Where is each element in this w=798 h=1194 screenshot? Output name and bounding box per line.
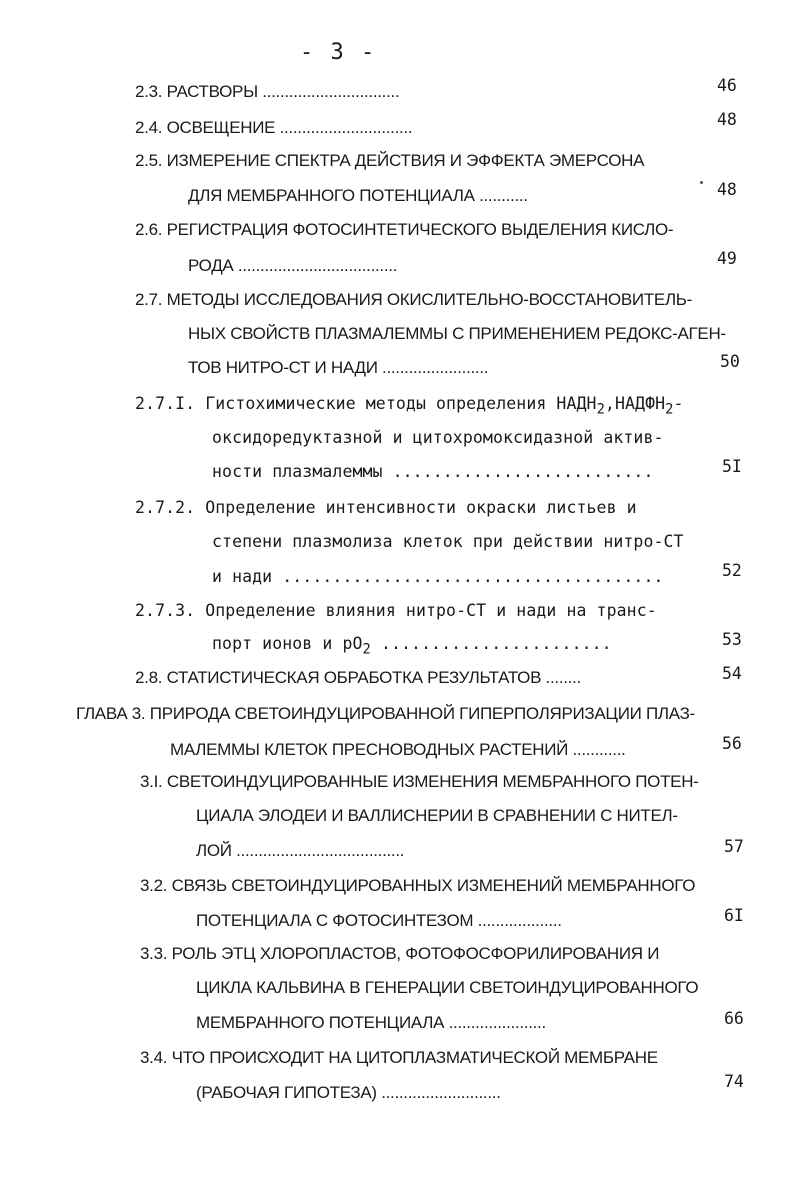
subscript: 2 [665,401,674,418]
toc-entry-2-7-1-text: 2.7.I. Гистохимические методы определения НАДН [135,394,597,413]
toc-entry-3-2: 3.2. СВЯЗЬ СВЕТОИНДУЦИРОВАННЫХ ИЗМЕНЕНИЙ МЕМБРАННОГО [140,876,696,895]
toc-entry-2-7-3-text: порт ионов и рО [212,634,363,653]
hyphen: - [673,394,684,413]
toc-entry-2-7-cont2: ТОВ НИТРО-СТ И НАДИ ........................ [188,358,489,377]
leader-dots: ....................... [370,634,612,653]
toc-entry-3-1-cont2: ЛОЙ ...................................... [196,841,405,860]
toc-entry-3-4-cont: (РАБОЧАЯ ГИПОТЕЗА) ........................... [196,1083,501,1102]
page-ref-3-2: 6I [724,906,744,925]
toc-entry-2-7-2-cont2: и нади ...................................... [212,567,664,586]
chapter-3-title: ГЛАВА 3. ПРИРОДА СВЕТОИНДУЦИРОВАННОЙ ГИПЕРПОЛЯРИЗАЦИИ ПЛАЗ- [76,704,695,723]
toc-entry-2-6: 2.6. РЕГИСТРАЦИЯ ФОТОСИНТЕТИЧЕСКОГО ВЫДЕЛЕНИЯ КИСЛО- [135,220,674,239]
toc-entry-2-5-cont: ДЛЯ МЕМБРАННОГО ПОТЕНЦИАЛА ........... [188,186,528,205]
toc-entry-2-5: 2.5. ИЗМЕРЕНИЕ СПЕКТРА ДЕЙСТВИЯ И ЭФФЕКТА ЭМЕРСОНА [135,151,645,170]
toc-entry-3-2-cont: ПОТЕНЦИАЛА С ФОТОСИНТЕЗОМ ................... [196,911,562,930]
page-ref-2-7-1: 5I [722,457,742,476]
toc-entry-3-1: 3.I. СВЕТОИНДУЦИРОВАННЫЕ ИЗМЕНЕНИЯ МЕМБРАННОГО ПОТЕН- [140,772,699,791]
toc-entry-2-6-cont: РОДА .................................... [188,256,398,275]
toc-entry-3-4: 3.4. ЧТО ПРОИСХОДИТ НА ЦИТОПЛАЗМАТИЧЕСКОЙ МЕМБРАНЕ [140,1048,658,1067]
toc-entry-2-7-2-cont1: степени плазмолиза клеток при действии нитро-СТ [212,532,684,551]
toc-entry-3-3: 3.3. РОЛЬ ЭТЦ ХЛОРОПЛАСТОВ, ФОТОФОСФОРИЛИРОВАНИЯ И [140,944,660,963]
toc-entry-3-1-cont1: ЦИАЛА ЭЛОДЕИ И ВАЛЛИСНЕРИИ В СРАВНЕНИИ С НИТЕЛ- [196,806,678,825]
toc-entry-2-7-1-text-b: ,НАДФН [604,394,666,413]
page-ref-3-1: 57 [724,837,744,856]
subscript: 2 [362,641,371,658]
toc-entry-3-3-cont2: МЕМБРАННОГО ПОТЕНЦИАЛА ...................... [196,1013,546,1032]
page-ref-2-6: 49 [717,249,737,268]
toc-entry-3-3-cont1: ЦИКЛА КАЛЬВИНА В ГЕНЕРАЦИИ СВЕТОИНДУЦИРОВАННОГО [196,978,699,997]
page-ref-2-7-3: 53 [722,630,742,649]
toc-entry-2-7-1 [135,394,684,417]
page-ref-2-7-2: 52 [722,561,742,580]
page-ref-2-3: 46 [717,76,737,95]
page-ref-3-3: 66 [724,1009,744,1028]
toc-entry-2-7-2: 2.7.2. Определение интенсивности окраски листьев и [135,498,637,517]
chapter-3-title-cont: МАЛЕММЫ КЛЕТОК ПРЕСНОВОДНЫХ РАСТЕНИЙ ............ [170,740,626,759]
toc-entry-2-7-1-cont1: оксидоредуктазной и цитохромоксидазной актив- [212,428,664,447]
toc-entry-2-7-3: 2.7.3. Определение влияния нитро-СТ и нади на транс- [135,601,657,620]
toc-entry-2-7-1-cont2: ности плазмалеммы .......................... [212,462,654,481]
speck [700,181,703,184]
page-ref-chapter-3: 56 [722,734,742,753]
page-ref-2-4: 48 [717,110,737,129]
page-ref-2-8: 54 [722,664,742,683]
toc-entry-2-4: 2.4. ОСВЕЩЕНИЕ .............................. [135,118,413,137]
page-ref-3-4: 74 [724,1072,744,1091]
toc-entry-2-7-cont1: НЫХ СВОЙСТВ ПЛАЗМАЛЕММЫ С ПРИМЕНЕНИЕМ РЕДОКС-АГЕН- [188,324,726,343]
page-ref-2-5: 48 [717,180,737,199]
toc-entry-2-3: 2.3. РАСТВОРЫ ............................... [135,82,400,101]
subscript: 2 [596,401,605,418]
toc-entry-2-7-3-cont [212,634,612,657]
toc-entry-2-7: 2.7. МЕТОДЫ ИССЛЕДОВАНИЯ ОКИСЛИТЕЛЬНО-ВОССТАНОВИТЕЛЬ- [135,290,693,309]
page-ref-2-7: 50 [720,352,740,371]
page-number: - 3 - [300,40,377,65]
toc-entry-2-8: 2.8. СТАТИСТИЧЕСКАЯ ОБРАБОТКА РЕЗУЛЬТАТОВ ........ [135,668,581,687]
